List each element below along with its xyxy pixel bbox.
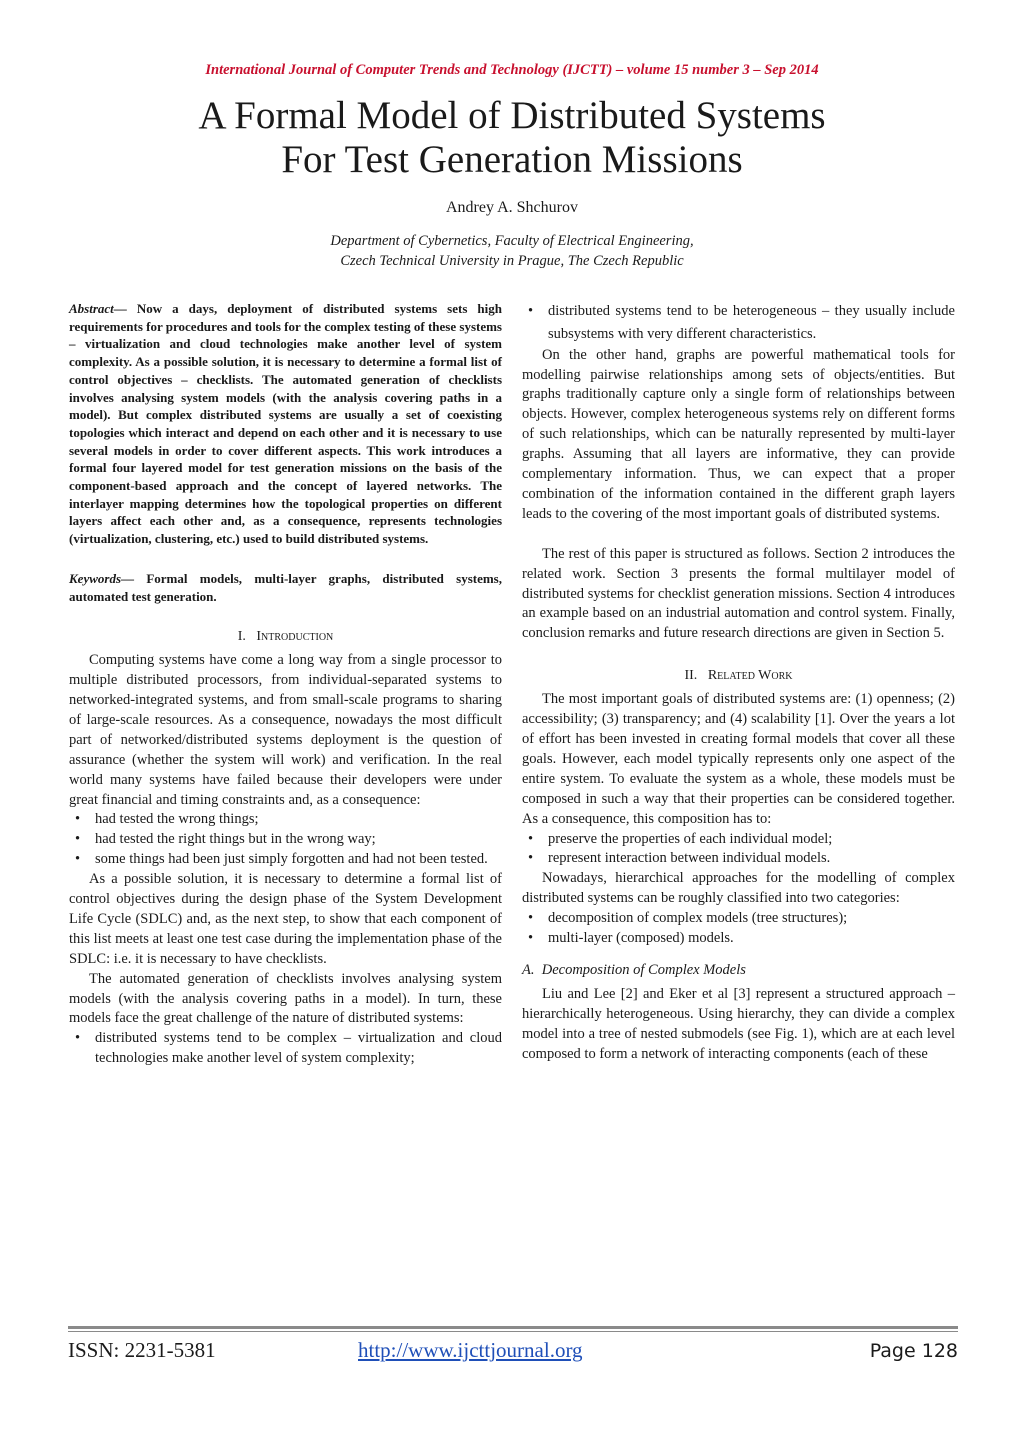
related-bullet-list-1	[522, 830, 955, 870]
list-item: • multi-layer (composed) models.	[548, 929, 955, 949]
intro-bullet-list-1	[69, 810, 502, 870]
list-item: • represent interaction between individual models.	[548, 849, 955, 869]
author-affiliation	[0, 231, 1024, 271]
list-item: • distributed systems tend to be complex – virtualization and cloud technologies make another level of system complexity;	[95, 1029, 502, 1069]
related-paragraph-2: Nowadays, hierarchical approaches for the modelling of complex distributed systems can be roughly classified into two categories:	[522, 870, 955, 907]
subsection-number: A.	[522, 961, 535, 978]
title-line-2: For Test Generation Missions	[281, 138, 743, 181]
section-title: Introduction	[256, 629, 334, 645]
affiliation-line-2: Czech Technical University in Prague, The Czech Republic	[340, 253, 684, 269]
abstract-text: — Now a days, deployment of distributed systems sets high requirements for procedures and tools for the complex testing of these systems – virtualization and cloud technologies make another level of system complexity. As a possible solution, it is necessary to determine a formal list of control objectives – checklists. The automated generation of checklists involves analysing system models (with the analysis covering paths in a model). But complex distributed systems are usually a set of coexisting topologies which interact and depend on each other and it is necessary to use several models in order to cover different aspects. This work introduces a formal four layered model for test generation missions on the basis of the component-based approach and the concept of layered networks. The interlayer mapping determines how the topological properties on different layers affect each other and, as a consequence, represents technologies (virtualization, clustering, etc.) used to build distributed systems.	[69, 301, 502, 547]
section-number: I.	[237, 629, 246, 645]
footer-issn: ISSN: 2231-5381	[68, 1338, 216, 1362]
keywords	[69, 570, 502, 605]
abstract-label: Abstract	[69, 301, 114, 316]
intro-paragraph-4: On the other hand, graphs are powerful mathematical tools for modelling pairwise relationships among sets of objects/entities. But graphs traditionally capture only a single form of relationships between objects. However, complex heterogeneous systems rely on different forms of such relationships, which can be naturally represented by multi-layer graphs. Assuming that all layers are informative, they can provide complementary information. Thus, we can expect that a proper combination of the information contained in the different graph layers leads to the covering of the most important goals of distributed systems.	[522, 346, 955, 522]
intro-paragraph-2: As a possible solution, it is necessary to determine a formal list of control objectives during the design phase of the System Development Life Cycle (SDLC) and, as the next step, to show that each component of this list meets at least one test case during the implementation phase of the SDLC: i.e. it is necessary to have checklists.	[69, 871, 502, 967]
footer-journal-link[interactable]: http://www.ijcttjournal.org	[358, 1338, 583, 1362]
left-column	[69, 300, 502, 1069]
intro-paragraph-5: The rest of this paper is structured as follows. Section 2 introduces the related work. Section 3 presents the formal multilayer model of distributed systems for checklist generation missions. Section 4 introduces an example based on an industrial automation and control system. Finally, conclusion remarks and future research directions are given in Section 5.	[522, 545, 955, 642]
title-line-1: A Formal Model of Distributed Systems	[198, 94, 826, 137]
keywords-text: — Formal models, multi-layer graphs, distributed systems, automated test generation.	[69, 570, 502, 604]
paragraph-gap	[522, 525, 955, 545]
footer-divider-thin	[68, 1331, 958, 1332]
list-item: • had tested the wrong things;	[95, 810, 502, 830]
abstract	[69, 300, 502, 548]
footer-page-number: Page 128	[869, 1340, 958, 1362]
related-paragraph-1: The most important goals of distributed systems are: (1) openness; (2) accessibility; (3) transparency; and (4) scalability [1]. Over the years a lot of effort has been invested in creating formal models that cover all these goals. However, each model typically represents only one aspect of the entire system. To evaluate the system as a whole, these models must be composed in such a way that their properties can be considered together. As a consequence, this composition has to:	[522, 691, 955, 827]
keywords-label: Keywords	[69, 570, 121, 586]
subsection-title: Decomposition of Complex Models	[541, 961, 746, 978]
section-title: Related Work	[707, 668, 793, 684]
list-item: • had tested the right things but in the wrong way;	[95, 830, 502, 850]
affiliation-line-1: Department of Cybernetics, Faculty of Electrical Engineering,	[330, 233, 694, 249]
list-item: • preserve the properties of each individual model;	[548, 830, 955, 850]
list-item: • distributed systems tend to be heterogeneous – they usually include subsystems with very different characteristics.	[548, 300, 955, 346]
section-heading-introduction	[69, 627, 502, 647]
intro-bullet-list-2a	[69, 1029, 502, 1069]
related-paragraph-3: Liu and Lee [2] and Eker et al [3] represent a structured approach – hierarchically heterogeneous. Using hierarchy, they can divide a complex model into a tree of nested submodels (see Fig. 1), which are at each level composed to form a network of interacting components (each of these	[522, 985, 955, 1062]
journal-header: International Journal of Computer Trends and Technology (IJCTT) – volume 15 number 3 – Sep 2014	[205, 62, 819, 78]
paper-title	[0, 94, 1024, 182]
list-item: • decomposition of complex models (tree structures);	[548, 909, 955, 929]
right-column	[522, 300, 955, 1065]
intro-paragraph-3: The automated generation of checklists involves analysing system models (with the analysis covering paths in a model). In turn, these models face the great challenge of the nature of distributed systems:	[69, 970, 502, 1027]
section-heading-related-work	[522, 666, 955, 686]
intro-bullet-list-2b	[522, 300, 955, 346]
intro-paragraph-1: Computing systems have come a long way from a single processor to multiple distributed processors, from individual-separated systems to networked-integrated systems, and from small-scale programs to sharing of large-scale resources. As a consequence, nowadays the most difficult part of networked/distributed systems deployment is the question of assurance (whether the system will work) and verification. In the real world many systems have failed because their developers were under great financial and timing constraints and, as a consequence:	[69, 652, 502, 808]
section-number: II.	[684, 668, 698, 684]
author-name: Andrey A. Shchurov	[446, 199, 578, 216]
subsection-heading	[522, 961, 955, 981]
footer-divider	[68, 1326, 958, 1329]
related-bullet-list-2	[522, 909, 955, 949]
list-item: • some things had been just simply forgotten and had not been tested.	[95, 850, 502, 870]
